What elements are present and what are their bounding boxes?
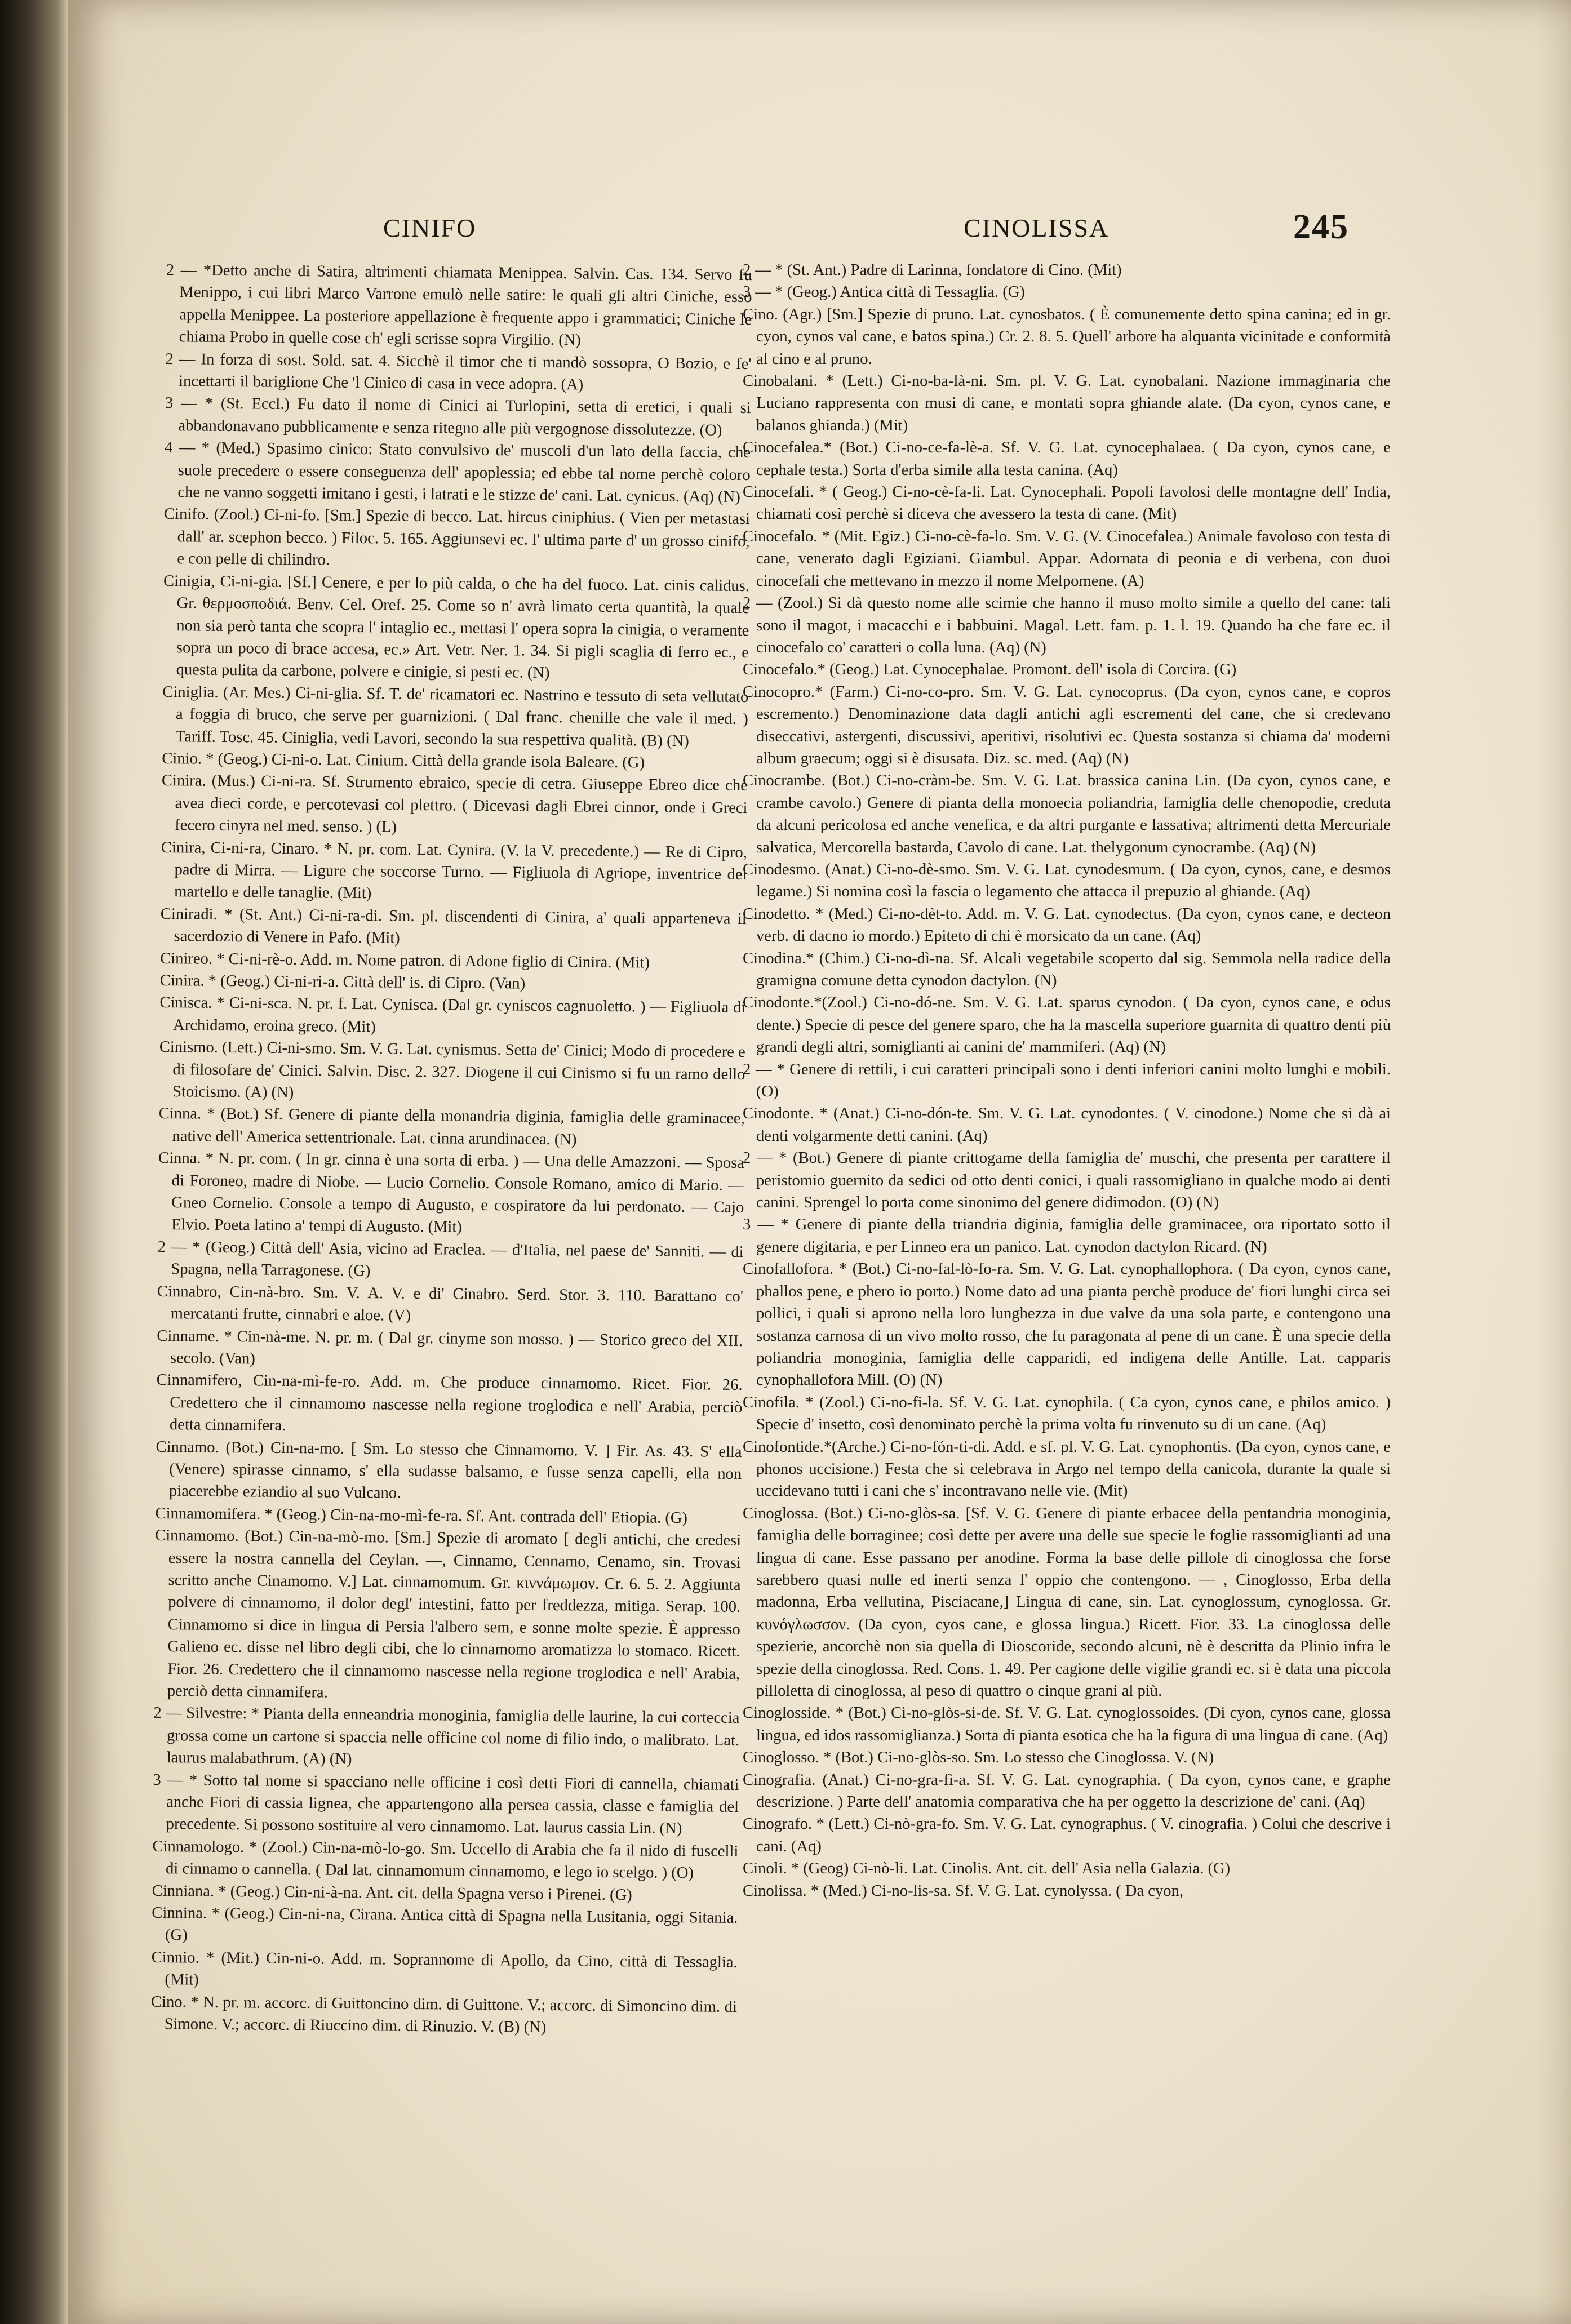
dictionary-entry: Ciniglia. (Ar. Mes.) Ci-ni-glia. Sf. T. de' ricamatori ec. Nastrino e tessuto di seta vellutato a foggia di bruco, che serve per guarnizioni. ( Dal franc. chenille che vale il med. ) Tariff. Tosc. 45. Ciniglia, vedi Lavori, secondo la sua respettiva qualità. (B) (N) (162, 683, 749, 750)
dictionary-entry: Cinismo. (Lett.) Ci-ni-smo. Sm. V. G. Lat. cynismus. Setta de' Cinici; Modo di procedere e di filosofare de' Cinici. Salvin. Disc. 2. 327. Diogene il cui Cinismo si fu un ramo dello Stoicismo. (A) (N) (159, 1038, 745, 1102)
dictionary-entry: 2 — (Zool.) Si dà questo nome alle scimie che hanno il muso molto simile a quello del cane: tali sono il magot, i macacchi e i babbuini. Magal. Lett. fam. p. 1. l. 19. Quando ha che fare ec. il cinocefalo co' caratteri o colla luna. (Aq) (N) (743, 594, 1391, 656)
dictionary-entry: Cinodonte. * (Anat.) Ci-no-dón-te. Sm. V. G. Lat. cynodontes. ( V. cinodone.) Nome che si dà ai denti volgarmente detti canini. (Aq) (743, 1105, 1391, 1145)
book-gutter (0, 0, 68, 2324)
dictionary-entry: Cinio. * (Geog.) Ci-ni-o. Lat. Cinium. Città della grande isola Baleare. (G) (162, 749, 645, 772)
dictionary-entry: Cinnamologo. * (Zool.) Cin-na-mò-lo-go. Sm. Uccello di Arabia che fa il nido di fuscelli di cinnamo o cannella. ( Dal lat. cinnamomum cinnamomo, e lego io scelgo. ) (O) (152, 1837, 739, 1882)
dictionary-entry: 2 — * (Geog.) Città dell' Asia, vicino ad Eraclea. — d'Italia, nel paese de' Sanniti. — di Spagna, nella Tarragonese. (G) (157, 1238, 744, 1280)
dictionary-entry: Cinoli. * (Geog) Ci-nò-li. Lat. Cinolis. Ant. cit. dell' Asia nella Galazia. (G) (743, 1860, 1231, 1878)
dictionary-entry: Cinobalani. * (Lett.) Ci-no-ba-là-ni. Sm. pl. V. G. Lat. cynobalani. Nazione immaginaria che Luciano rappresenta con musi di cane, e montati sopra ghiande alate. (Da cyon, cynos cane, e balanos ghianda.) (Mit) (743, 372, 1391, 434)
dictionary-entry: 3 — * Sotto tal nome si spacciano nelle officine i così detti Fiori di cannella, chiamati anche Fiori di cassia lignea, che appartengono alla persea cassia, classe e famiglia del precedente. Si possono sostituire al vero cinnamomo. Lat. laurus cassia Lin. (N) (153, 1771, 739, 1838)
dictionary-entry: 2 — Silvestre: * Pianta della enneandria monoginia, famiglia delle laurine, la cui corteccia grossa come un cartone si spaccia nelle officine col nome di filio indo, o malibrato. Lat. laurus malabathrum. (A) (N) (153, 1704, 740, 1768)
dictionary-entry: Cino. (Agr.) [Sm.] Spezie di pruno. Lat. cynosbatos. ( È comunemente detto spina canina; ed in gr. cyon, cynos val cane, e batos spina.) Cr. 2. 8. 5. Quell' arbore ha alquanta vicinitade e conformità al cino e al pruno. (743, 305, 1391, 368)
dictionary-entry: 3 — * (St. Eccl.) Fu dato il nome di Cinici ai Turlopini, setta di eretici, i quali si abbandonavano pubblicamente e senza ritegno alle più vergognose dissolutezze. (O) (165, 394, 751, 439)
dictionary-entry: 2 — *Detto anche di Satira, altrimenti chiamata Menippea. Salvin. Cas. 134. Servo fu Menippo, i cui libri Marco Varrone emulò nelle satire: le quali gli altri Ciniche, esso appella Menippee. La posteriore appellazione è frequente appo i grammatici; Ciniche le chiama Probo in quelle cose ch' egli scrisse sopra Virgilio. (N) (166, 261, 752, 349)
dictionary-entry: Cinofila. * (Zool.) Ci-no-fi-la. Sf. V. G. Lat. cynophila. ( Ca cyon, cynos cane, e philos amico. ) Specie d' insetto, così denominato perchè la prima volta fu rinvenuto su di un cane. (Aq) (743, 1393, 1391, 1434)
header-right-guideword: CINOLISSA (964, 214, 1110, 242)
dictionary-entry: Cinodonte.*(Zool.) Ci-no-dó-ne. Sm. V. G. Lat. sparus cynodon. ( Da cyon, cynos cane, e odus dente.) Specie di pesce del genere sparo, che ha la mascella superiore guarnita di quattro denti più grandi degli altri, somiglianti ai canini de' mammiferi. (Aq) (N) (743, 994, 1391, 1056)
dictionary-entry: Cinocefalo.* (Geog.) Lat. Cynocephalae. Promont. dell' isola di Corcira. (G) (743, 661, 1237, 679)
dictionary-entry: Cinografo. * (Lett.) Ci-nò-gra-fo. Sm. V. G. Lat. cynographus. ( V. cinografia. ) Colui che descrive i cani. (Aq) (743, 1815, 1391, 1855)
dictionary-entry: Cinodesmo. (Anat.) Ci-no-dè-smo. Sm. V. G. Lat. cynodesmum. ( Da cyon, cynos, cane, e desmos legame.) Si nomina così la fascia o legamento che attacca il prepuzio al ghiande. (Aq) (743, 860, 1391, 901)
dictionary-entry: Cinocefalea.* (Bot.) Ci-no-ce-fa-lè-a. Sf. V. G. Lat. cynocephalaea. ( Da cyon, cynos cane, e cephale testa.) Sorta d'erba simile alla testa canina. (Aq) (743, 439, 1391, 479)
dictionary-entry: Ciniradi. * (St. Ant.) Ci-ni-ra-di. Sm. pl. discendenti di Cinira, a' quali apparteneva il sacerdozio di Venere in Pafo. (Mit) (160, 905, 747, 947)
dictionary-entry: 3 — * (Geog.) Antica città di Tessaglia. (G) (743, 283, 1025, 301)
dictionary-entry: Cinna. * N. pr. com. ( In gr. cinna è una sorta di erba. ) — Una delle Amazzoni. — Sposa di Foroneo, madre di Niobe. — Lucio Cornelio. Console Romano, amico di Mario. — Gneo Cornelio. Console a tempo di Augusto, e cospiratore da lui perdonato. — Cajo Elvio. Poeta latino a' tempi di Augusto. (Mit) (158, 1149, 745, 1237)
dictionary-entry: Cinoglosso. * (Bot.) Ci-no-glòs-so. Sm. Lo stesso che Cinoglossa. V. (N) (743, 1749, 1214, 1767)
dictionary-entry: 3 — * Genere di piante della triandria diginia, famiglia delle graminacee, ora riportato sotto il genere digitaria, e per Linneo era un panico. Lat. cynodon dactylon Ricard. (N) (743, 1216, 1391, 1256)
dictionary-entry: Cinocrambe. (Bot.) Ci-no-cràm-be. Sm. V. G. Lat. brassica canina Lin. (Da cyon, cynos cane, e crambe cavolo.) Genere di pianta della monoecia poliandria, famiglia delle chenopodie, creduta da alcuni pericolosa ed anche venefica, e da altri purgante e lassativa; altrimenti detta Mercuriale salvatica, Mercorella bastarda, Cavolo di cane. Lat. thelygonum cynocrambe. (Aq) (N) (743, 772, 1391, 856)
left-column (150, 259, 752, 2040)
dictionary-entry: Cinoglosside. * (Bot.) Ci-no-glòs-si-de. Sf. V. G. Lat. cynoglossoides. (Di cyon, cynos cane, glossa lingua, ed idos rassomiglianza.) Sorta di pianta esotica che ha la figura di una lingua di cane. (Aq) (743, 1704, 1391, 1744)
dictionary-entry: Cino. * N. pr. m. accorc. di Guittoncino dim. di Guittone. V.; accorc. di Simoncino dim. di Simone. V.; accorc. di Riuccino dim. di Rinuzio. V. (B) (N) (150, 1993, 738, 2037)
dictionary-entry: Cinnamomifera. * (Geog.) Cin-na-mo-mì-fe-ra. Sf. Ant. contrada dell' Etiopia. (G) (155, 1504, 688, 1527)
dictionary-entry: Cinocefali. * ( Geog.) Ci-no-cè-fa-li. Lat. Cynocephali. Popoli favolosi delle montagne dell' India, chiamati così perchè si diceva che avessero la testa di cane. (Mit) (743, 483, 1391, 523)
dictionary-entry: Cinofallofora. * (Bot.) Ci-no-fal-lò-fo-ra. Sm. V. G. Lat. cynophallophora. ( Da cyon, cynos cane, phallos pene, e phero io porto.) Nome dato ad una pianta perchè produce de' fiori lunghi circa sei pollici, i quali si aprono nella loro lunghezza in due valve da una sola parte, e contengono una sostanza carnosa di un vivo molto rosso, che fu paragonata al pene di un cane. È una specie della poliandria monoginia, famiglia delle capparidi, ed indigena delle Antille. Lat. capparis cynophallofora Mill. (O) (N) (743, 1260, 1391, 1389)
dictionary-entry: Cinoglossa. (Bot.) Ci-no-glòs-sa. [Sf. V. G. Genere di piante erbacee della pentandria monoginia, famiglia delle borraginee; così dette per avere una delle sue specie le foglie rassomiglianti ad una lingua di cane. Esse passano per anodine. Forma la base delle pillole di cinoglossa che forse sarebbero quasi nulle ed inerti senza l' oppio che contengono. — , Cinoglosso, Erba della madonna, Erba vellutina, Pisciacane,] Lingua di cane, sin. Lat. cynoglossum, cynoglossa. Gr. κυνόγλωσσον. (Da cyon, cyos cane, e glossa lingua.) Ricett. Fior. 33. La cinoglossa delle spezierie, ancorchè non sia quella di Dioscoride, secondo alcuni, nè è descritta da Plinio infra le spezie della cinoglossa. Red. Cons. 1. 49. Per cagione delle vigilie grandi ec. si è data una piccola pilloletta di cinoglossa, al peso di quattro o cinque grani al più. (743, 1504, 1391, 1700)
dictionary-entry: Cinira. (Mus.) Ci-ni-ra. Sf. Strumento ebraico, specie di cetra. Giuseppe Ebreo dice che avea dieci corde, e percotevasi col plettro. ( Dicevasi dagli Ebrei cinnor, onde i Greci fecero cinyra nel med. senso. ) (L) (161, 772, 748, 836)
dictionary-entry: 4 — * (Med.) Spasimo cinico: Stato convulsivo de' muscoli d'un lato della faccia, che suole precedere o essere conseguenza dell' apoplessia; ed ebbe tal nome perchè coloro che ne vanno soggetti imitano i gesti, i latrati e le stizze de' cani. Lat. cynicus. (Aq) (N) (164, 439, 751, 506)
dictionary-entry: Cinira. * (Geog.) Ci-ni-ri-a. Città dell' is. di Cipro. (Van) (159, 971, 526, 993)
dictionary-entry: 2 — * (Bot.) Genere di piante crittogame della famiglia de' muschi, che presenta per carattere il peristomio guernito da sedici od otto denti conici, i quali rassomigliano in qualche modo ai denti canini. Sprengel lo porta come sinonimo del genere didimodon. (O) (N) (743, 1149, 1391, 1212)
dictionary-entry: 2 — * (St. Ant.) Padre di Larinna, fondatore di Cino. (Mit) (743, 261, 1122, 279)
dictionary-entry: Cinnio. * (Mit.) Cin-ni-o. Add. m. Soprannome di Apollo, da Cino, città di Tessaglia. (Mit) (151, 1948, 738, 1989)
dictionary-entry: Cinodina.* (Chim.) Ci-no-dì-na. Sf. Alcali vegetabile scoperto dal sig. Semmola nella radice della gramigna comune detta cynodon dactylon. (N) (743, 949, 1391, 989)
book-page (68, 0, 1571, 2324)
dictionary-entry: Cinnina. * (Geog.) Cin-ni-na, Cirana. Antica città di Spagna nella Lusitania, oggi Sitania. (G) (152, 1904, 738, 1944)
page-edge-shadow (1537, 0, 1571, 2324)
dictionary-entry: Cinigia, Ci-ni-gia. [Sf.] Cenere, e per lo più calda, o che ha del fuoco. Lat. cinis calidus. Gr. θερμοσποδιά. Benv. Cel. Oref. 25. Come so n' avrà limato certa quantità, la quale non sia però tanta che scopra l' intaglio ec., mettasi l' opera sopra la cinigia, o veramente sopra un poco di brace accesa, ec.» Art. Vetr. Ner. 1. 34. Si pigli scaglia di ferro ec., e questa pulita da carbone, polvere e cinigie, si pesti ec. (N) (163, 572, 750, 682)
dictionary-entry: Cinodetto. * (Med.) Ci-no-dèt-to. Add. m. V. G. Lat. cynodectus. (Da cyon, cynos cane, e decteon verb. di dacno io mordo.) Epiteto di chi è morsicato da un cane. (Aq) (743, 905, 1391, 945)
dictionary-entry: Cinireo. * Ci-ni-rè-o. Add. m. Nome patron. di Adone figlio di Cinira. (Mit) (160, 949, 650, 972)
right-column (743, 259, 1391, 1902)
dictionary-entry: Cinna. * (Bot.) Sf. Genere di piante della monandria diginia, famiglia delle graminacee, native dell' America settentrionale. Lat. cinna arundinacea. (N) (158, 1105, 745, 1149)
dictionary-entry: Cinnamo. (Bot.) Cin-na-mo. [ Sm. Lo stesso che Cinnamomo. V. ] Fir. As. 43. S' ella (Venere) spirasse cinnamo, s' ella sudasse balsamo, e fusse senza capelli, ella non piacerebbe eziandio al suo Vulcano. (156, 1438, 742, 1503)
dictionary-entry: Cinname. * Cin-nà-me. N. pr. m. ( Dal gr. cinyme son mosso. ) — Storico greco del XII. secolo. (Van) (157, 1327, 743, 1368)
dictionary-entry: Cinolissa. * (Med.) Ci-no-lis-sa. Sf. V. G. Lat. cynolyssa. ( Da cyon, (743, 1882, 1184, 1900)
dictionary-entry: Cinnabro, Cin-nà-bro. Sm. V. A. V. e di' Cinabro. Serd. Stor. 3. 110. Barattano co' mercatanti frutte, cinnabri e aloe. (V) (157, 1282, 744, 1325)
dictionary-entry: 2 — * Genere di rettili, i cui caratteri principali sono i denti inferiori canini molto lunghi e mobili. (O) (743, 1060, 1391, 1101)
dictionary-entry: Cinnamifero, Cin-na-mì-fe-ro. Add. m. Che produce cinnamomo. Ricet. Fior. 26. Credettero che il cinnamomo nascesse nella regione troglodica e nell' Arabia, perciò detta cinnamifera. (156, 1371, 743, 1435)
dictionary-entry: Cinniana. * (Geog.) Cin-ni-à-na. Ant. cit. della Spagna verso i Pirenei. (G) (152, 1882, 632, 1904)
dictionary-entry: Cinira, Ci-ni-ra, Cinaro. * N. pr. com. Lat. Cynira. (V. la V. precedente.) — Re di Cipro, padre di Mirra. — Ligure che soccorse Turno. — Figliuola di Agriope, inventrice del martello e delle tanaglie. (Mit) (161, 838, 747, 903)
dictionary-entry: Cinofontide.*(Arche.) Ci-no-fón-ti-di. Add. e sf. pl. V. G. Lat. cynophontis. (Da cyon, cynos cane, e phonos uccisione.) Festa che si celebrava in Argo nel tempo della canicola, durante la quale si uccidevano tutti i cani che s' incontravano nelle vie. (Mit) (743, 1438, 1391, 1500)
dictionary-entry: Cinografia. (Anat.) Ci-no-gra-fì-a. Sf. V. G. Lat. cynographia. ( Da cyon, cynos cane, e graphe descrizione. ) Parte dell' anatomia comparativa che ha per oggetto la descrizione de' cani. (Aq) (743, 1771, 1391, 1811)
dictionary-entry: Cinocefalo. * (Mit. Egiz.) Ci-no-cè-fa-lo. Sm. V. G. (V. Cinocefalea.) Animale favoloso con testa di cane, venerato dagli Egiziani. Giambul. Appar. Adornata di peonia e di verbena, con duoi cinocefali che mettevano in mezzo il nome Melpomene. (A) (743, 527, 1391, 590)
dictionary-entry: Cinisca. * Ci-ni-sca. N. pr. f. Lat. Cynisca. (Dal gr. cyniscos cagnuoletto. ) — Figliuola di Archidamo, eroina greco. (Mit) (159, 994, 746, 1036)
dictionary-entry: Cinnamomo. (Bot.) Cin-na-mò-mo. [Sm.] Spezie di aromato [ degli antichi, che credesi essere la nostra cannella del Ceylan. —, Cinnamo, Cennamo, Cenamo, sin. Trovasi scritto anche Cinamomo. V.] Lat. cinnamomum. Gr. κιννάμωμον. Cr. 6. 5. 2. Aggiunta polvere di cinnamomo, il dolor degl' intestini, fatto per freddezza, mitiga. Serap. 100. Cinnamomo si dice in lingua di Persia l'albero sem, e sonne molte spezie. È appresso Galieno ec. disse nel libro degli cibi, che lo cinnamomo aromatizza lo stomaco. Ricett. Fior. 26. Credettero che il cinnamomo nascesse nella regione troglodica e nell' Arabia, perciò detta cinnamifera. (155, 1527, 742, 1701)
header-left-guideword: CINIFO (383, 214, 477, 242)
running-header (68, 207, 1571, 252)
dictionary-entry: Cinifo. (Zool.) Ci-ni-fo. [Sm.] Spezie di becco. Lat. hircus ciniphius. ( Vien per metastasi dall' ar. scephon becco. ) Filoc. 5. 165. Aggiunsevi ec. l' ultima parte d' un grosso cinifo, e con pelle di chilindro. (163, 505, 751, 569)
dictionary-entry: 2 — In forza di sost. Sold. sat. 4. Sicchè il timor che ti mandò sossopra, O Bozio, e fe' incettarti il bariglione Che 'l Cinico di casa in vece adopra. (A) (165, 350, 752, 394)
page-number: 245 (1293, 208, 1349, 246)
dictionary-entry: Cinocopro.* (Farm.) Ci-no-co-pro. Sm. V. G. Lat. cynocoprus. (Da cyon, cynos cane, e copros escremento.) Denominazione data dagli antichi agli escrementi del cane, che si credevano diseccativi, astergenti, discussivi, aperitivi, risolutivi ec. Questa sostanza si chiama da' moderni album graecum; oggi si è disusata. Diz. sc. med. (Aq) (N) (743, 683, 1391, 767)
